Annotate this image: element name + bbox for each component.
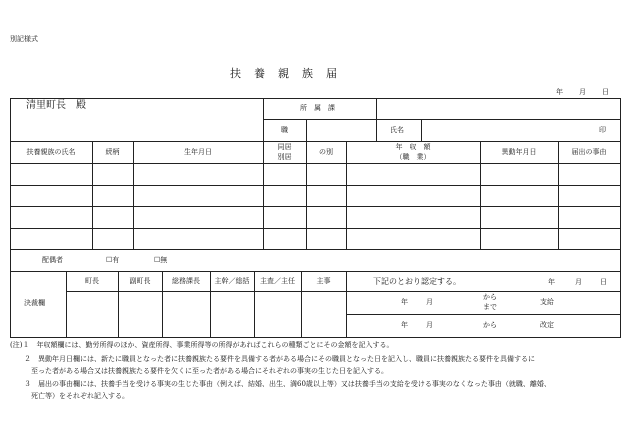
role-clerk: 主事 (316, 277, 331, 285)
approval-label: 決裁欄 (24, 299, 45, 307)
revision-month: 月 (426, 321, 433, 329)
name-label: 氏名 (390, 126, 404, 134)
col-birth-date: 生年月日 (184, 148, 212, 156)
date-month: 月 (579, 88, 586, 96)
payment-label: 支給 (540, 298, 554, 306)
note-3-cont: 死亡等）をそれぞれ記入する。 (10, 392, 129, 400)
department-field[interactable] (377, 99, 619, 118)
cert-day: 日 (600, 278, 607, 286)
date-day: 日 (602, 88, 609, 96)
note-2-cont: 至った者がある場合又は扶養親族たる要件を欠くに至った者がある場合にそれぞれの事実の生じた日を記入する。 (10, 367, 388, 375)
cert-month: 月 (575, 278, 582, 286)
role-inspector: 主査／主任 (260, 277, 295, 285)
col-relationship: 続柄 (105, 148, 120, 156)
period-until: まで (483, 303, 497, 311)
note-1: (注)１ 年収額欄には、勤労所得のほか、資産所得、事業所得等の所得があればこれらの種類ごとにその金額を記入する。 (10, 341, 394, 349)
revision-year: 年 (401, 321, 408, 329)
col-dependent-name: 扶養親族の氏名 (26, 148, 76, 156)
period-from: から (483, 293, 497, 301)
note-2: ２ 異動年月日欄には、新たに職員となった者に扶養親族たる要件を具備する者がある場合にその職員となった日を記入し、職員に扶養親族たる要件を具備するに (10, 355, 535, 363)
seal-label: 印 (599, 126, 606, 134)
department-label: 所 属 課 (300, 104, 335, 112)
page-title: 扶 養 親 族 届 (230, 67, 338, 80)
role-deputy-mayor: 副町長 (129, 277, 151, 285)
date-year: 年 (556, 88, 563, 96)
spouse-no-checkbox[interactable]: ☐無 (154, 256, 168, 264)
cert-year: 年 (548, 278, 555, 286)
col-separate: 別居 (277, 153, 292, 161)
form-label: 別記様式 (10, 35, 38, 43)
certify-text: 下記のとおり認定する。 (373, 277, 461, 286)
spouse-yes-checkbox[interactable]: ☐有 (106, 256, 120, 264)
name-field[interactable] (422, 120, 592, 140)
role-mayor: 町長 (85, 277, 99, 285)
position-field[interactable] (307, 120, 375, 140)
period-month: 月 (426, 298, 433, 306)
note-3: ３ 届出の事由欄には、扶養手当を受ける事実の生じた事由（例えば、結婚、出生、満60歳以上等）又は扶養手当の支給を受ける事実のなくなった事由（就職、離婚、 (10, 380, 551, 388)
spouse-label: 配偶者 (42, 256, 63, 264)
revision-label: 改定 (540, 321, 554, 329)
col-change-date: 異動年月日 (501, 148, 537, 156)
col-annual-income: 年 収 額 (395, 143, 431, 151)
col-reason: 届出の事由 (571, 148, 607, 156)
position-label: 職 (281, 126, 288, 134)
col-cohabit: 同居 (277, 143, 292, 151)
revision-from: から (483, 321, 497, 329)
role-general-affairs-chief: 総務課長 (172, 277, 200, 285)
role-supervisor: 主幹／総括 (214, 277, 250, 285)
period-year: 年 (401, 298, 408, 306)
col-distinction: の別 (319, 148, 333, 156)
addressee: 清里町長 殿 (26, 100, 86, 111)
col-occupation: （職 業） (395, 153, 431, 161)
